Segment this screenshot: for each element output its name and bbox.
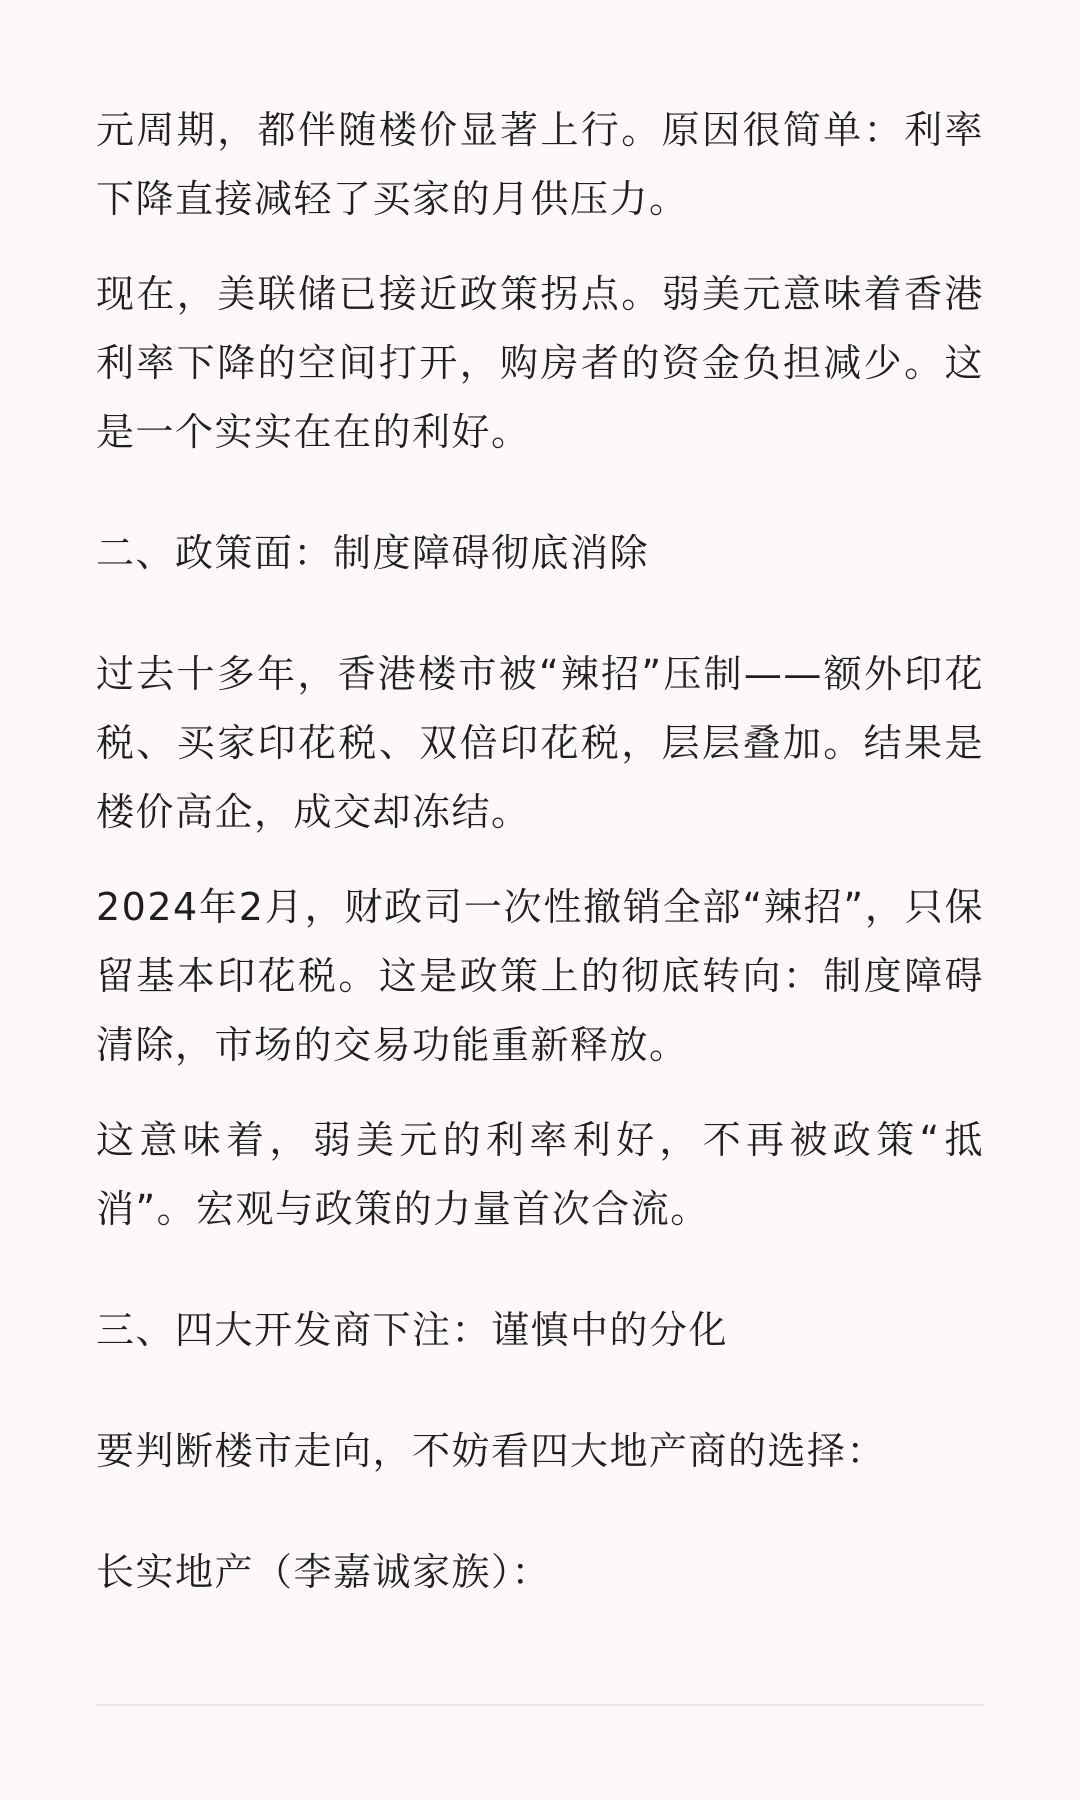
section-heading-policy: 二、政策面：制度障碍彻底消除 — [96, 531, 650, 575]
paragraph-ck-asset: 长实地产（李嘉诚家族）： — [96, 1550, 552, 1594]
paragraph-spicy-measures: 过去十多年，香港楼市被“辣招”压制——额外印花税、买家印花税、双倍印花税，层层叠加。结果是楼价高企，成交却冻结。 — [96, 652, 984, 834]
paragraph-interest-rate-cycle: 元周期，都伴随楼价显著上行。原因很简单：利率下降直接减轻了买家的月供压力。 — [96, 108, 984, 221]
paragraph-fed-pivot: 现在，美联储已接近政策拐点。弱美元意味着香港利率下降的空间打开，购房者的资金负担减少。这是一个实实在在的利好。 — [96, 272, 984, 454]
divider-line — [96, 1704, 984, 1706]
paragraph-four-developers: 要判断楼市走向，不妨看四大地产商的选择： — [96, 1429, 887, 1473]
paragraph-forces-converge: 这意味着，弱美元的利率利好，不再被政策“抵消”。宏观与政策的力量首次合流。 — [96, 1118, 984, 1231]
paragraph-2024-policy-change: 2024年2月，财政司一次性撤销全部“辣招”，只保留基本印花税。这是政策上的彻底转向：制度障碍清除，市场的交易功能重新释放。 — [96, 885, 984, 1067]
section-heading-developers: 三、四大开发商下注：谨慎中的分化 — [96, 1308, 729, 1352]
